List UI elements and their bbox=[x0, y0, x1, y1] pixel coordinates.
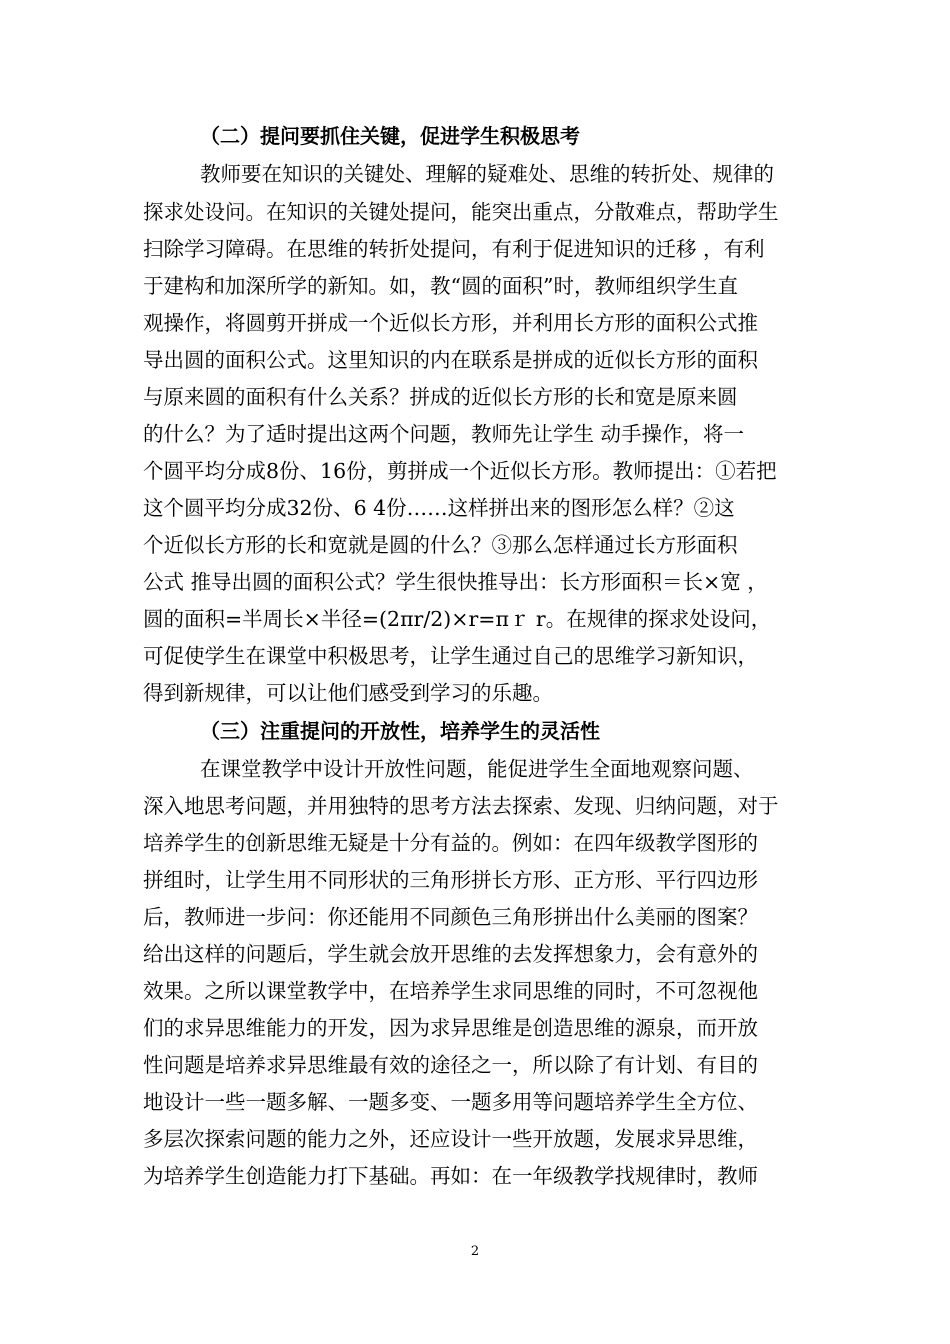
section-heading-2: （二）提问要抓住关键，促进学生积极思考 bbox=[200, 124, 580, 148]
paragraph-line: 圆的面积=半周长×半径=(2πr/2)×r=πｒ r。在规律的探求处设问， bbox=[143, 607, 772, 631]
paragraph-line: 效果。之所以课堂教学中，在培养学生求同思维的同时，不可忽视他 bbox=[143, 979, 758, 1003]
section-heading-3: （三）注重提问的开放性，培养学生的灵活性 bbox=[200, 719, 600, 743]
paragraph-line: 这个圆平均分成32份、6 4份……这样拼出来的图形怎么样？②这 bbox=[143, 496, 735, 520]
paragraph-line: 多层次探索问题的能力之外，还应设计一些开放题，发展求异思维， bbox=[143, 1127, 758, 1151]
paragraph-line: 为培养学生创造能力打下基础。再如：在一年级教学找规律时，教师 bbox=[143, 1164, 758, 1188]
paragraph-line: 观操作，将圆剪开拼成一个近似长方形，并利用长方形的面积公式推 bbox=[143, 311, 758, 335]
paragraph-line: 可促使学生在课堂中积极思考，让学生通过自己的思维学习新知识， bbox=[143, 644, 758, 668]
page-number: 2 bbox=[470, 1244, 480, 1259]
paragraph-line: 性问题是培养求异思维最有效的途径之一，所以除了有计划、有目的 bbox=[143, 1053, 758, 1077]
paragraph-line: 于建构和加深所学的新知。如，教“圆的面积”时，教师组织学生直 bbox=[143, 274, 738, 298]
paragraph-line: 地设计一些一题多解、一题多变、一题多用等问题培养学生全方位、 bbox=[143, 1090, 758, 1114]
paragraph-line: 得到新规律，可以让他们感受到学习的乐趣。 bbox=[143, 681, 553, 705]
paragraph-line: 拼组时，让学生用不同形状的三角形拼长方形、正方形、平行四边形 bbox=[143, 868, 758, 892]
paragraph-line: 在课堂教学中设计开放性问题，能促进学生全面地观察问题、 bbox=[200, 757, 754, 781]
paragraph-line: 给出这样的问题后，学生就会放开思维的去发挥想象力，会有意外的 bbox=[143, 942, 758, 966]
paragraph-line: 深入地思考问题，并用独特的思考方法去探索、发现、归纳问题，对于 bbox=[143, 794, 779, 818]
paragraph-line: 的什么？为了适时提出这两个问题，教师先让学生 动手操作，将一 bbox=[143, 422, 745, 446]
paragraph-line: 与原来圆的面积有什么关系？拼成的近似长方形的长和宽是原来圆 bbox=[143, 385, 738, 409]
paragraph-line: 培养学生的创新思维无疑是十分有益的。例如：在四年级教学图形的 bbox=[143, 831, 758, 855]
paragraph-line: 扫除学习障碍。在思维的转折处提问，有利于促进知识的迁移 ，有利 bbox=[143, 237, 765, 261]
paragraph-line: 教师要在知识的关键处、理解的疑难处、思维的转折处、规律的 bbox=[200, 162, 774, 186]
paragraph-line: 公式 推导出圆的面积公式？学生很快推导出：长方形面积＝长×宽 ， bbox=[143, 570, 768, 594]
paragraph-line: 后，教师进一步问：你还能用不同颜色三角形拼出什么美丽的图案？ bbox=[143, 905, 758, 929]
paragraph-line: 探求处设问。在知识的关键处提问，能突出重点，分散难点，帮助学生 bbox=[143, 200, 779, 224]
paragraph-line: 们的求异思维能力的开发，因为求异思维是创造思维的源泉，而开放 bbox=[143, 1016, 758, 1040]
paragraph-line: 个圆平均分成8份、16份，剪拼成一个近似长方形。教师提出：①若把 bbox=[143, 459, 777, 483]
paragraph-line: 导出圆的面积公式。这里知识的内在联系是拼成的近似长方形的面积 bbox=[143, 348, 758, 372]
paragraph-line: 个近似长方形的长和宽就是圆的什么？③那么怎样通过长方形面积 bbox=[143, 533, 738, 557]
